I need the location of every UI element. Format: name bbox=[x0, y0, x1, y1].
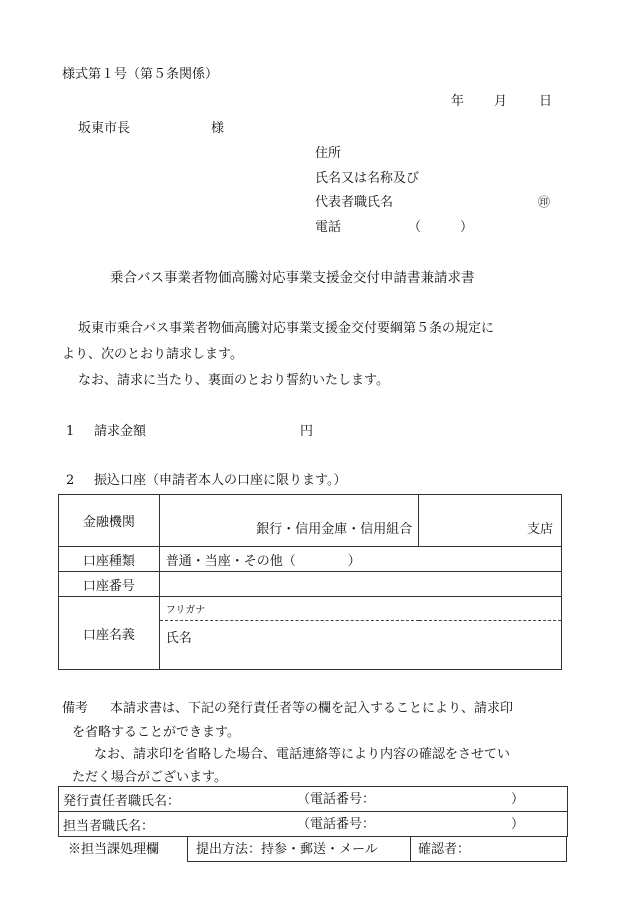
dept-label: ※担当課処理欄 bbox=[68, 842, 160, 857]
branch-label: 支店 bbox=[526, 522, 553, 537]
notes-label: 備考 bbox=[62, 701, 89, 716]
phone-paren: （ ） bbox=[408, 220, 474, 235]
issuer-phone-label: （電話番号： bbox=[297, 792, 376, 807]
section1-unit: 円 bbox=[300, 424, 314, 439]
date-day: 日 bbox=[539, 94, 553, 109]
branch-cell[interactable] bbox=[419, 495, 562, 547]
body-line-1: 坂東市乗合バス事業者物価高騰対応事業支援金交付要綱第５条の規定に bbox=[78, 321, 495, 336]
form-number: 様式第１号（第５条関係） bbox=[62, 67, 219, 82]
notes-line-3: なお、請求印を省略した場合、電話連絡等により内容の確認をさせてい bbox=[94, 747, 511, 762]
date-year: 年 bbox=[451, 94, 465, 109]
section2-number: 2 bbox=[66, 473, 75, 488]
name-label-2: 代表者職氏名 bbox=[315, 195, 394, 210]
holder-name-cell[interactable] bbox=[159, 621, 561, 670]
bank-account-table bbox=[58, 494, 562, 670]
issuer-close-paren: ） bbox=[511, 792, 525, 807]
issuer-row[interactable] bbox=[59, 787, 568, 812]
contact-table bbox=[58, 786, 568, 837]
body-line-3: なお、請求に当たり、裏面のとおり誓約いたします。 bbox=[78, 373, 389, 388]
account-type-label: 口座種類 bbox=[82, 553, 135, 569]
account-holder-label-cell bbox=[59, 597, 160, 670]
document-title: 乗合バス事業者物価高騰対応事業支援金交付申請書兼請求書 bbox=[110, 270, 475, 286]
issuer-label: 発行責任者職氏名： bbox=[63, 793, 181, 809]
holder-name-label: 氏名 bbox=[165, 631, 192, 646]
furigana-cell[interactable] bbox=[159, 597, 561, 621]
institution-label: 金融機関 bbox=[82, 515, 135, 530]
dept-box-divider bbox=[410, 836, 411, 862]
staff-row[interactable] bbox=[59, 812, 568, 837]
staff-label: 担当者職氏名： bbox=[63, 818, 155, 834]
account-type-cell[interactable] bbox=[159, 547, 561, 572]
notes-line-1: 本請求書は、下記の発行責任者等の欄を記入することにより、請求印 bbox=[110, 701, 514, 716]
section1-number: 1 bbox=[66, 424, 75, 439]
address-label: 住所 bbox=[315, 146, 342, 161]
date-month: 月 bbox=[494, 94, 508, 109]
account-number-label: 口座番号 bbox=[82, 578, 135, 594]
account-type-label-cell bbox=[59, 547, 160, 572]
account-number-input[interactable] bbox=[159, 572, 561, 597]
staff-phone-label: （電話番号： bbox=[297, 817, 376, 832]
seal-mark: ㊞ bbox=[538, 195, 551, 209]
account-number-label-cell bbox=[59, 572, 160, 597]
section1-label: 請求金額 bbox=[94, 424, 147, 439]
institution-types: 銀行・信用金庫・信用組合 bbox=[256, 522, 413, 537]
name-label-1: 氏名又は名称及び bbox=[315, 171, 420, 186]
notes-line-4: ただく場合がございます。 bbox=[72, 770, 227, 785]
furigana-label: フリガナ bbox=[165, 605, 206, 616]
submission-method[interactable]: 提出方法：持参・郵送・メール bbox=[196, 842, 378, 857]
body-line-2: より、次のとおり請求します。 bbox=[62, 347, 243, 362]
institution-type-cell[interactable] bbox=[159, 495, 418, 547]
honorific: 様 bbox=[211, 121, 225, 136]
addressee: 坂東市長 bbox=[78, 121, 131, 136]
phone-label: 電話 bbox=[315, 220, 342, 235]
account-holder-label: 口座名義 bbox=[82, 627, 135, 643]
section2-label: 振込口座（申請者本人の口座に限ります。） bbox=[94, 473, 347, 488]
confirmer-label[interactable]: 確認者： bbox=[418, 842, 471, 857]
account-type-options: 普通・当座・その他（ ） bbox=[165, 553, 361, 569]
staff-close-paren: ） bbox=[511, 817, 525, 832]
notes-line-2: を省略することができます。 bbox=[72, 725, 240, 740]
institution-label-cell bbox=[59, 495, 160, 547]
